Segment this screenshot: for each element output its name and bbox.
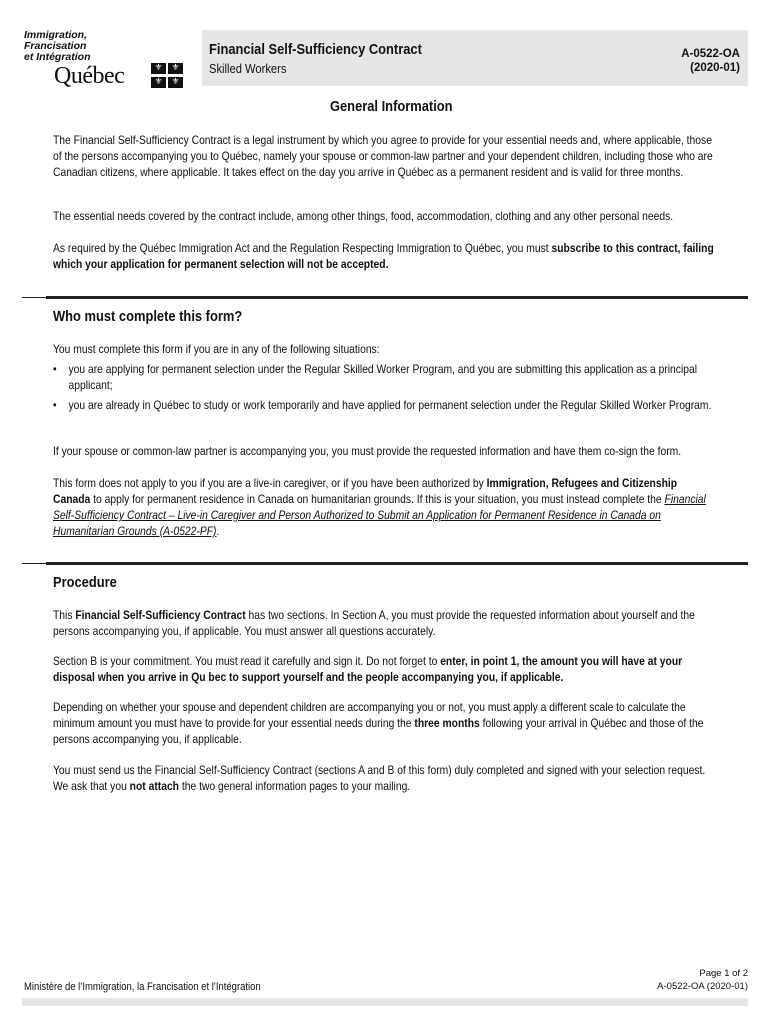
quebec-logo — [24, 30, 199, 92]
section-divider — [46, 296, 748, 299]
who-not-applicable-paragraph: This form does not apply to you if you are a live-in caregiver, or if you have been authorized by Immigration, Refugees and Citizenship Canada to apply for permanent residence in Canada on humanitarian grounds. If this is your situation, you must instead complete the Financial Self-Sufficiency Contract – Live-in Caregiver and Person Authorized to Submit an Application for Permanent Residence in Canada on Humanitarian Grounds (A-0522-PF). — [53, 476, 706, 538]
form-header — [202, 30, 748, 86]
procedure-paragraph-3: Depending on whether your spouse and dependent children are accompanying you or not, you must apply a different scale to calculate the minimum amount you must have to provide for your essential needs during the three months following your arrival in Québec and those of the persons accompanying you, if applicable. — [53, 700, 704, 746]
procedure-paragraph-2: Section B is your commitment. You must read it carefully and sign it. Do not forget to enter, in point 1, the amount you will have at your disposal when you arrive in Qu bec to support yourself and the people accompanying you, if applicable. — [53, 654, 683, 684]
who-intro: You must complete this form if you are in any of the following situations: — [53, 342, 380, 356]
who-spouse-paragraph: If your spouse or common-law partner is accompanying you, you must provide the requested information and have them co-sign the form. — [53, 444, 682, 458]
form-code-date: (2020-01) — [690, 62, 740, 74]
general-paragraph-1: The Financial Self-Sufficiency Contract is a legal instrument by which you agree to provide for your essential needs and, where applicable, those of the persons accompanying you to Québec, namely your spouse or common-law partner and your dependent children, including those who are Canadian citizens, where applicable. It takes effect on the day you arrive in Québec as a permanent resident and is valid for three months. — [53, 133, 713, 179]
form-code-number: A-0522-OA — [681, 48, 740, 60]
procedure-paragraph-4: You must send us the Financial Self-Sufficiency Contract (sections A and B of this form) duly completed and signed with your selection request. We ask that you not attach the two general information pages to your mailing. — [53, 763, 706, 793]
footer-form-code: A-0522-OA (2020-01) — [657, 981, 748, 992]
logo-line-1: Immigration, — [24, 29, 88, 41]
form-a-0522-pf-link[interactable]: Financial Self-Sufficiency Contract – Live-in Caregiver and Person Authorized to Submit an Application for Permanent Residence in Canada on Humanitarian Grounds (A-0522-PF) — [53, 492, 706, 538]
form-code — [681, 47, 740, 75]
list-item: • you are applying for permanent selection under the Regular Skilled Worker Program, and you are submitting this application as a principal applicant; — [53, 361, 717, 393]
footer-bar — [22, 998, 748, 1006]
general-paragraph-2: The essential needs covered by the contract include, among other things, food, accommodation, clothing and any other personal needs. — [53, 209, 674, 223]
logo-wordmark: Québec — [54, 63, 125, 89]
ministry-name: Ministère de l’Immigration, la Francisation et l’Intégration — [24, 981, 261, 993]
page-info — [657, 967, 748, 993]
fleur-de-lis-flag-icon: ⚜ ⚜ ⚜ ⚜ — [151, 63, 185, 89]
procedure-paragraph-1: This Financial Self-Sufficiency Contract has two sections. In Section A, you must provide the requested information about yourself and the persons accompanying you, if applicable. You must answer all questions accurately. — [53, 608, 695, 638]
section-divider-left — [22, 563, 46, 564]
form-subtitle: Skilled Workers — [209, 61, 287, 76]
procedure-heading: Procedure — [53, 574, 117, 591]
form-title: Financial Self-Sufficiency Contract — [209, 41, 422, 58]
logo-line-2: Francisation — [24, 40, 87, 52]
who-bullet-list — [53, 361, 717, 417]
general-paragraph-3: As required by the Québec Immigration Act and the Regulation Respecting Immigration to Québec, you must subscribe to this contract, failing which your application for permanent selection will not be accepted. — [53, 241, 714, 271]
section-divider-left — [22, 297, 46, 298]
page-number: Page 1 of 2 — [699, 968, 748, 979]
section-divider — [46, 562, 748, 565]
who-heading: Who must complete this form? — [53, 308, 243, 325]
general-information-heading: General Information — [329, 98, 453, 115]
list-item: • you are already in Québec to study or work temporarily and have applied for permanent selection under the Regular Skilled Worker Program. — [53, 397, 717, 413]
logo-line-3: et Intégration — [24, 51, 91, 63]
